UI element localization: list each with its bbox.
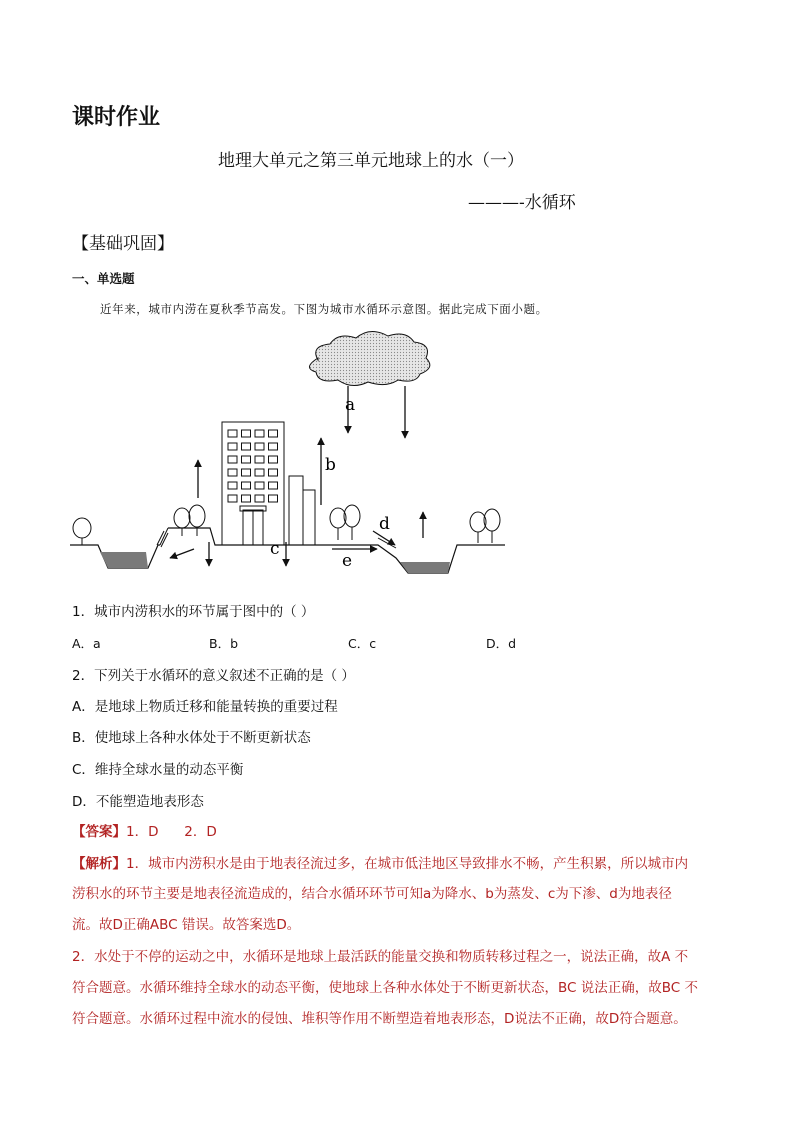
label-a: a bbox=[345, 395, 356, 415]
q2-option-b[interactable]: B．使地球上各种水体处于不断更新状态 bbox=[72, 730, 311, 746]
building-window bbox=[242, 456, 251, 463]
label-d: d bbox=[379, 514, 390, 534]
short-buildings bbox=[289, 476, 315, 545]
analysis-label: 【解析】 bbox=[72, 856, 126, 872]
analysis-line-1 bbox=[72, 852, 688, 872]
q1-option-a[interactable]: A．a bbox=[72, 636, 101, 651]
building-window bbox=[255, 469, 264, 476]
building-window bbox=[255, 456, 264, 463]
q2-option-c[interactable]: C．维持全球水量的动态平衡 bbox=[72, 762, 244, 778]
building-window bbox=[255, 495, 264, 502]
course-heading: 课时作业 bbox=[72, 105, 161, 130]
left-pond bbox=[100, 552, 148, 568]
question-2-stem: 2．下列关于水循环的意义叙述不正确的是（ ） bbox=[72, 668, 355, 684]
answer-label: 【答案】 bbox=[72, 824, 126, 840]
arrow-runoff-left bbox=[170, 549, 194, 558]
q1-option-d[interactable]: D．d bbox=[486, 636, 517, 651]
answer-text: 1．D 2．D bbox=[126, 824, 217, 840]
analysis-line-2: 涝积水的环节主要是地表径流造成的，结合水循环环节可知a为降水、b为蒸发、c为下渗、d为地表径 bbox=[72, 886, 672, 902]
building-window bbox=[269, 469, 278, 476]
building-window bbox=[242, 430, 251, 437]
building-window bbox=[269, 482, 278, 489]
label-c: c bbox=[270, 539, 280, 559]
building-window bbox=[269, 430, 278, 437]
building-window bbox=[228, 430, 237, 437]
building-window bbox=[242, 443, 251, 450]
building-window bbox=[228, 456, 237, 463]
water-cycle-diagram bbox=[60, 330, 520, 580]
building-window bbox=[242, 495, 251, 502]
analysis-line-6: 符合题意。水循环过程中流水的侵蚀、堆积等作用不断塑造着地表形态，D说法不正确，故D符合题意。 bbox=[72, 1011, 687, 1027]
analysis-text-1: 1．城市内涝积水是由于地表径流过多，在城市低洼地区导致排水不畅，产生积累，所以城市内 bbox=[126, 856, 689, 872]
building-window bbox=[228, 443, 237, 450]
building-window bbox=[255, 443, 264, 450]
q1-option-c[interactable]: C．c bbox=[348, 636, 377, 651]
analysis-line-4: 2．水处于不停的运动之中，水循环是地球上最活跃的能量交换和物质转移过程之一，说法正确，故A 不 bbox=[72, 949, 689, 965]
trees-center-right bbox=[330, 505, 360, 540]
q2-option-d[interactable]: D．不能塑造地表形态 bbox=[72, 794, 204, 810]
building-window bbox=[228, 482, 237, 489]
analysis-line-5: 符合题意。水循环维持全球水的动态平衡，使地球上各种水体处于不断更新状态，BC 说法正确，故BC 不 bbox=[72, 980, 698, 996]
section-heading: 【基础巩固】 bbox=[72, 234, 174, 254]
building-window bbox=[255, 430, 264, 437]
tree-left bbox=[73, 518, 91, 545]
question-1-stem: 1．城市内涝积水的环节属于图中的（ ） bbox=[72, 604, 315, 620]
building-window bbox=[269, 495, 278, 502]
label-b: b bbox=[325, 455, 336, 475]
right-pond bbox=[400, 562, 450, 573]
trees-center-left bbox=[174, 505, 205, 536]
building-window bbox=[255, 482, 264, 489]
trees-right bbox=[470, 509, 500, 543]
building-window bbox=[242, 482, 251, 489]
page-title: 地理大单元之第三单元地球上的水（一） bbox=[218, 151, 524, 171]
tall-building bbox=[222, 422, 284, 545]
q2-option-a[interactable]: A．是地球上物质迁移和能量转换的重要过程 bbox=[72, 699, 338, 715]
building-window bbox=[269, 443, 278, 450]
question-intro: 近年来，城市内涝在夏秋季节高发。下图为城市水循环示意图。据此完成下面小题。 bbox=[100, 302, 548, 316]
label-e: e bbox=[342, 551, 353, 571]
cloud bbox=[309, 331, 429, 385]
building-window bbox=[228, 469, 237, 476]
page-subtitle: ———-水循环 bbox=[468, 193, 576, 213]
building-window bbox=[242, 469, 251, 476]
building-window bbox=[269, 456, 278, 463]
building-window bbox=[228, 495, 237, 502]
part-heading: 一、单选题 bbox=[72, 271, 135, 286]
q1-option-b[interactable]: B．b bbox=[209, 636, 239, 651]
answer-block bbox=[72, 820, 217, 840]
analysis-line-3: 流。故D正确ABC 错误。故答案选D。 bbox=[72, 917, 301, 933]
